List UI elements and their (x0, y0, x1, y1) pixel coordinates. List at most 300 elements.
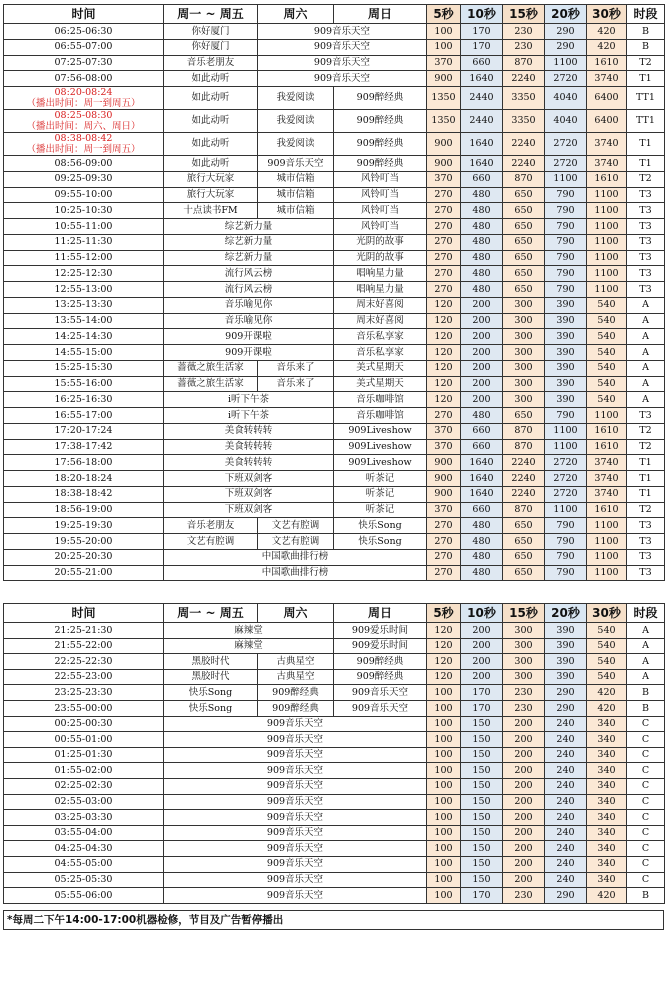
price-15s: 230 (503, 39, 545, 55)
price-15s: 300 (503, 313, 545, 329)
time-cell: 12:55-13:00 (4, 282, 164, 298)
program-cell: 909音乐天空 (164, 794, 427, 810)
price-20s: 4040 (545, 110, 587, 133)
time-cell: 22:55-23:00 (4, 669, 164, 685)
program-cell: 唱响星力量 (334, 266, 427, 282)
header-20s: 20秒 (545, 5, 587, 24)
time-cell: 10:55-11:00 (4, 219, 164, 235)
price-30s: 540 (587, 345, 627, 361)
table-row (4, 565, 665, 581)
program-cell: 美式星期天 (334, 376, 427, 392)
program-cell: 黑胶时代 (164, 654, 258, 670)
price-10s: 480 (461, 518, 503, 534)
program-cell: 909醉经典 (334, 133, 427, 156)
table-row (4, 266, 665, 282)
price-15s: 3350 (503, 110, 545, 133)
price-20s: 790 (545, 234, 587, 250)
header-20s: 20秒 (545, 604, 587, 623)
time-cell: 00:55-01:00 (4, 732, 164, 748)
program-cell: 我爱阅读 (258, 87, 334, 110)
time-cell: 22:25-22:30 (4, 654, 164, 670)
time-cell: 07:56-08:00 (4, 71, 164, 87)
time-cell: 02:55-03:00 (4, 794, 164, 810)
table-row (4, 872, 665, 888)
time-cell: 13:25-13:30 (4, 297, 164, 313)
price-15s: 300 (503, 360, 545, 376)
price-30s: 340 (587, 856, 627, 872)
table-row (4, 810, 665, 826)
price-30s: 540 (587, 669, 627, 685)
price-10s: 170 (461, 39, 503, 55)
program-cell: 909音乐天空 (334, 685, 427, 701)
program-cell: 909音乐天空 (258, 39, 427, 55)
price-10s: 200 (461, 345, 503, 361)
program-cell: 音乐喻见你 (164, 313, 334, 329)
price-30s: 420 (587, 888, 627, 904)
time-cell: 16:25-16:30 (4, 392, 164, 408)
time-cell: 03:25-03:30 (4, 810, 164, 826)
price-10s: 170 (461, 685, 503, 701)
program-cell: 909醉经典 (258, 685, 334, 701)
price-15s: 200 (503, 794, 545, 810)
table-row (4, 376, 665, 392)
price-5s: 270 (427, 518, 461, 534)
time-cell: 19:55-20:00 (4, 534, 164, 550)
price-5s: 900 (427, 156, 461, 172)
price-10s: 480 (461, 282, 503, 298)
segment-cell: T2 (627, 171, 665, 187)
time-cell (4, 133, 164, 156)
price-30s: 340 (587, 794, 627, 810)
header-sunday: 周日 (334, 604, 427, 623)
price-5s: 120 (427, 654, 461, 670)
price-10s: 200 (461, 392, 503, 408)
program-cell: 909音乐天空 (164, 841, 427, 857)
table-row (4, 329, 665, 345)
price-15s: 300 (503, 654, 545, 670)
price-30s: 1100 (587, 282, 627, 298)
program-cell: 我爱阅读 (258, 110, 334, 133)
price-5s: 270 (427, 549, 461, 565)
program-cell: 你好厦门 (164, 39, 258, 55)
program-cell: 909Liveshow (334, 423, 427, 439)
program-cell: 909音乐天空 (258, 71, 427, 87)
table-row (4, 486, 665, 502)
segment-cell: TT1 (627, 87, 665, 110)
program-cell: 909音乐天空 (334, 700, 427, 716)
program-cell: 蔷薇之旅生活家 (164, 376, 258, 392)
price-10s: 1640 (461, 156, 503, 172)
header-5s: 5秒 (427, 5, 461, 24)
table-row (4, 187, 665, 203)
price-20s: 390 (545, 376, 587, 392)
program-cell: 综艺新力量 (164, 250, 334, 266)
table-row (4, 716, 665, 732)
time-cell: 10:25-10:30 (4, 203, 164, 219)
price-20s: 1100 (545, 171, 587, 187)
price-10s: 200 (461, 654, 503, 670)
header-weekday: 周一 ~ 周五 (164, 604, 258, 623)
price-5s: 100 (427, 778, 461, 794)
time-cell: 06:25-06:30 (4, 24, 164, 40)
program-cell: 如此动听 (164, 156, 258, 172)
price-15s: 2240 (503, 455, 545, 471)
time-cell: 18:38-18:42 (4, 486, 164, 502)
price-10s: 200 (461, 623, 503, 639)
time-cell: 05:55-06:00 (4, 888, 164, 904)
time-cell: 18:56-19:00 (4, 502, 164, 518)
segment-cell: A (627, 329, 665, 345)
price-10s: 480 (461, 408, 503, 424)
price-5s: 100 (427, 24, 461, 40)
price-30s: 1610 (587, 171, 627, 187)
segment-cell: T3 (627, 534, 665, 550)
price-20s: 390 (545, 313, 587, 329)
segment-cell: A (627, 360, 665, 376)
header-segment: 时段 (627, 604, 665, 623)
price-20s: 790 (545, 549, 587, 565)
time-cell: 11:25-11:30 (4, 234, 164, 250)
price-15s: 650 (503, 408, 545, 424)
price-5s: 120 (427, 669, 461, 685)
program-cell: 909醉经典 (334, 110, 427, 133)
maintenance-footnote: *每周二下午14:00-17:00机器检修，节目及广告暂停播出 (3, 910, 664, 930)
segment-cell: T2 (627, 423, 665, 439)
program-cell: 909音乐天空 (258, 24, 427, 40)
price-10s: 480 (461, 250, 503, 266)
program-cell: 909醉经典 (334, 87, 427, 110)
price-5s: 1350 (427, 110, 461, 133)
price-30s: 1100 (587, 534, 627, 550)
table-row (4, 455, 665, 471)
airing-note: （播出时间：周一到周五） (26, 144, 141, 155)
price-20s: 790 (545, 203, 587, 219)
program-cell: 城市信箱 (258, 187, 334, 203)
program-cell: 中国歌曲排行榜 (164, 565, 427, 581)
program-cell: 城市信箱 (258, 171, 334, 187)
segment-cell: T1 (627, 71, 665, 87)
segment-cell: C (627, 763, 665, 779)
price-15s: 2240 (503, 71, 545, 87)
time-cell: 17:56-18:00 (4, 455, 164, 471)
table-row (4, 24, 665, 40)
price-10s: 660 (461, 171, 503, 187)
price-30s: 3740 (587, 156, 627, 172)
table-row (4, 747, 665, 763)
program-cell: 如此动听 (164, 87, 258, 110)
time-cell (4, 87, 164, 110)
price-15s: 870 (503, 171, 545, 187)
program-cell: 909爱乐时间 (334, 623, 427, 639)
price-20s: 790 (545, 219, 587, 235)
price-15s: 230 (503, 700, 545, 716)
program-cell: 如此动听 (164, 133, 258, 156)
program-cell: 音乐来了 (258, 376, 334, 392)
price-30s: 1100 (587, 250, 627, 266)
table-row (4, 669, 665, 685)
price-30s: 1610 (587, 423, 627, 439)
price-20s: 2720 (545, 471, 587, 487)
program-cell: 周末好喜阅 (334, 313, 427, 329)
price-10s: 170 (461, 700, 503, 716)
time-cell: 15:55-16:00 (4, 376, 164, 392)
program-cell: 文艺有腔调 (258, 518, 334, 534)
price-30s: 3740 (587, 486, 627, 502)
price-20s: 240 (545, 747, 587, 763)
program-cell: 唱响星力量 (334, 282, 427, 298)
price-15s: 2240 (503, 471, 545, 487)
segment-cell: C (627, 794, 665, 810)
time-cell: 07:25-07:30 (4, 55, 164, 71)
price-15s: 200 (503, 810, 545, 826)
price-15s: 870 (503, 423, 545, 439)
table-row (4, 654, 665, 670)
price-20s: 290 (545, 39, 587, 55)
price-15s: 200 (503, 747, 545, 763)
price-15s: 300 (503, 376, 545, 392)
price-15s: 3350 (503, 87, 545, 110)
program-cell: 音乐老朋友 (164, 518, 258, 534)
table-row (4, 471, 665, 487)
program-cell: 麻辣堂 (164, 638, 334, 654)
price-15s: 650 (503, 250, 545, 266)
table-row (4, 732, 665, 748)
time-text: 08:38-08:42 (54, 133, 113, 144)
price-15s: 870 (503, 55, 545, 71)
price-5s: 100 (427, 39, 461, 55)
price-5s: 270 (427, 250, 461, 266)
program-cell: 风铃叮当 (334, 219, 427, 235)
table-row (4, 502, 665, 518)
price-20s: 240 (545, 841, 587, 857)
header-15s: 15秒 (503, 604, 545, 623)
table-row (4, 778, 665, 794)
price-10s: 150 (461, 732, 503, 748)
price-5s: 120 (427, 623, 461, 639)
header-segment: 时段 (627, 5, 665, 24)
program-cell: 909醉经典 (334, 669, 427, 685)
price-20s: 1100 (545, 439, 587, 455)
program-cell: 光阴的故事 (334, 234, 427, 250)
time-cell: 04:55-05:00 (4, 856, 164, 872)
program-cell: 光阴的故事 (334, 250, 427, 266)
price-20s: 240 (545, 825, 587, 841)
price-10s: 150 (461, 825, 503, 841)
program-cell: 快乐Song (164, 685, 258, 701)
segment-cell: A (627, 376, 665, 392)
time-cell: 04:25-04:30 (4, 841, 164, 857)
program-cell: 909醉经典 (258, 700, 334, 716)
segment-cell: C (627, 841, 665, 857)
price-30s: 1100 (587, 266, 627, 282)
price-30s: 540 (587, 654, 627, 670)
table-row (4, 841, 665, 857)
segment-cell: T2 (627, 439, 665, 455)
table-row (4, 638, 665, 654)
price-10s: 660 (461, 423, 503, 439)
table-header-row (4, 5, 665, 24)
program-cell: 909音乐天空 (164, 888, 427, 904)
price-20s: 2720 (545, 455, 587, 471)
header-30s: 30秒 (587, 604, 627, 623)
price-5s: 100 (427, 872, 461, 888)
price-20s: 240 (545, 778, 587, 794)
program-cell: 中国歌曲排行榜 (164, 549, 427, 565)
price-15s: 300 (503, 669, 545, 685)
price-5s: 370 (427, 55, 461, 71)
time-cell: 02:25-02:30 (4, 778, 164, 794)
time-cell: 01:55-02:00 (4, 763, 164, 779)
segment-cell: A (627, 297, 665, 313)
price-10s: 200 (461, 360, 503, 376)
header-time: 时间 (4, 5, 164, 24)
price-30s: 1100 (587, 234, 627, 250)
price-15s: 300 (503, 345, 545, 361)
time-cell: 14:25-14:30 (4, 329, 164, 345)
price-5s: 900 (427, 455, 461, 471)
time-cell: 21:25-21:30 (4, 623, 164, 639)
price-15s: 650 (503, 266, 545, 282)
program-cell: 909爱乐时间 (334, 638, 427, 654)
program-cell: 流行风云榜 (164, 266, 334, 282)
price-20s: 790 (545, 534, 587, 550)
price-20s: 390 (545, 654, 587, 670)
table-row (4, 825, 665, 841)
segment-cell: T3 (627, 518, 665, 534)
price-10s: 1640 (461, 71, 503, 87)
price-5s: 100 (427, 716, 461, 732)
segment-cell: T3 (627, 219, 665, 235)
price-15s: 200 (503, 872, 545, 888)
price-15s: 300 (503, 392, 545, 408)
price-5s: 270 (427, 203, 461, 219)
segment-cell: A (627, 392, 665, 408)
program-cell: 快乐Song (334, 518, 427, 534)
price-30s: 1100 (587, 187, 627, 203)
table-row (4, 763, 665, 779)
segment-cell: B (627, 888, 665, 904)
program-cell: 风铃叮当 (334, 203, 427, 219)
price-10s: 200 (461, 313, 503, 329)
price-15s: 300 (503, 329, 545, 345)
segment-cell: A (627, 638, 665, 654)
table-row (4, 888, 665, 904)
header-saturday: 周六 (258, 604, 334, 623)
program-cell: 909音乐天空 (164, 856, 427, 872)
time-cell: 14:55-15:00 (4, 345, 164, 361)
segment-cell: T3 (627, 203, 665, 219)
price-15s: 230 (503, 685, 545, 701)
price-30s: 3740 (587, 71, 627, 87)
price-20s: 390 (545, 669, 587, 685)
price-30s: 540 (587, 392, 627, 408)
program-cell: 文艺有腔调 (258, 534, 334, 550)
time-cell: 06:55-07:00 (4, 39, 164, 55)
program-cell: 旅行大玩家 (164, 171, 258, 187)
program-cell: 如此动听 (164, 110, 258, 133)
price-10s: 150 (461, 763, 503, 779)
price-5s: 270 (427, 187, 461, 203)
price-20s: 1100 (545, 423, 587, 439)
price-15s: 300 (503, 623, 545, 639)
program-cell: 文艺有腔调 (164, 534, 258, 550)
segment-cell: B (627, 700, 665, 716)
price-30s: 1100 (587, 219, 627, 235)
time-cell (4, 110, 164, 133)
segment-cell: A (627, 313, 665, 329)
table-row (4, 71, 665, 87)
price-10s: 480 (461, 187, 503, 203)
program-cell: 909音乐天空 (258, 156, 334, 172)
segment-cell: C (627, 778, 665, 794)
program-cell: 旅行大玩家 (164, 187, 258, 203)
segment-cell: C (627, 747, 665, 763)
price-5s: 100 (427, 732, 461, 748)
price-30s: 340 (587, 747, 627, 763)
price-5s: 100 (427, 794, 461, 810)
program-cell: 流行风云榜 (164, 282, 334, 298)
price-20s: 790 (545, 565, 587, 581)
program-cell: 音乐咖啡馆 (334, 392, 427, 408)
table-row (4, 423, 665, 439)
program-cell: 城市信箱 (258, 203, 334, 219)
price-10s: 660 (461, 502, 503, 518)
program-cell: 909音乐天空 (164, 872, 427, 888)
segment-cell: C (627, 810, 665, 826)
program-cell: 909醉经典 (334, 156, 427, 172)
price-5s: 100 (427, 763, 461, 779)
price-30s: 1100 (587, 565, 627, 581)
time-cell: 12:25-12:30 (4, 266, 164, 282)
segment-cell: T1 (627, 471, 665, 487)
schedule-table-day (3, 4, 665, 581)
program-cell: 古典星空 (258, 669, 334, 685)
program-cell: 音乐喻见你 (164, 297, 334, 313)
price-10s: 480 (461, 219, 503, 235)
price-10s: 170 (461, 24, 503, 40)
price-5s: 270 (427, 266, 461, 282)
price-10s: 1640 (461, 455, 503, 471)
table-row (4, 700, 665, 716)
table-row (4, 133, 665, 156)
segment-cell: C (627, 825, 665, 841)
program-cell: i听下午茶 (164, 408, 334, 424)
price-5s: 120 (427, 392, 461, 408)
price-5s: 100 (427, 810, 461, 826)
program-cell: 音乐私享家 (334, 345, 427, 361)
price-15s: 2240 (503, 486, 545, 502)
segment-cell: C (627, 856, 665, 872)
price-30s: 540 (587, 638, 627, 654)
time-cell: 01:25-01:30 (4, 747, 164, 763)
time-cell: 16:55-17:00 (4, 408, 164, 424)
price-20s: 290 (545, 888, 587, 904)
program-cell: 美式星期天 (334, 360, 427, 376)
segment-cell: C (627, 716, 665, 732)
price-20s: 1100 (545, 55, 587, 71)
program-cell: 风铃叮当 (334, 187, 427, 203)
price-10s: 1640 (461, 486, 503, 502)
program-cell: 综艺新力量 (164, 234, 334, 250)
segment-cell: T1 (627, 486, 665, 502)
header-30s: 30秒 (587, 5, 627, 24)
table-row (4, 408, 665, 424)
program-cell: 909音乐天空 (164, 810, 427, 826)
program-cell: 909音乐天空 (164, 778, 427, 794)
price-10s: 150 (461, 856, 503, 872)
program-cell: 蔷薇之旅生活家 (164, 360, 258, 376)
price-5s: 120 (427, 376, 461, 392)
